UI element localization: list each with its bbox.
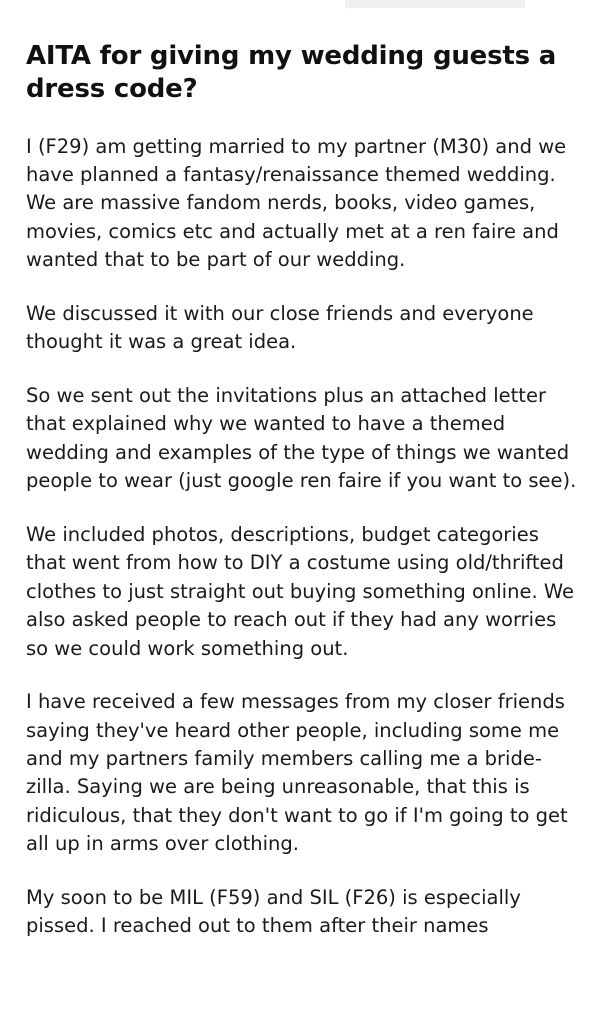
page-title: AITA for giving my wedding guests a dress code? — [26, 41, 557, 105]
post-body — [26, 133, 583, 941]
post-paragraph: So we sent out the invitations plus an attached letter that explained why we wanted to have a themed wedding and examples of the type of things we wanted people to wear (just google ren faire if you want to see). — [26, 383, 577, 493]
top-edge-strip — [0, 0, 609, 14]
post-paragraph: I have received a few messages from my closer friends saying they've heard other people, including some me and my partners family members calling me a bride-zilla. Saying we are being unreasonable, that this is ridiculous, that they don't want to go if I'm going to get all up in arms over clothing. — [26, 690, 574, 856]
post-paragraph: We included photos, descriptions, budget categories that went from how to DIY a costume using old/thrifted clothes to just straight out buying something online. We also asked people to reach out if they had any worries so we could work something out. — [26, 522, 581, 660]
post-paragraph: My soon to be MIL (F59) and SIL (F26) is especially pissed. I reached out to them after their names — [26, 885, 528, 938]
post-paragraph: We discussed it with our close friends and everyone thought it was a great idea. — [26, 301, 540, 354]
top-edge-tint — [345, 0, 525, 8]
post-paragraph: I (F29) am getting married to my partner (M30) and we have planned a fantasy/renaissance themed wedding. We are massive fandom nerds, books, video games, movies, comics etc and actually met at a ren faire and wanted that to be part of our wedding. — [26, 134, 573, 272]
